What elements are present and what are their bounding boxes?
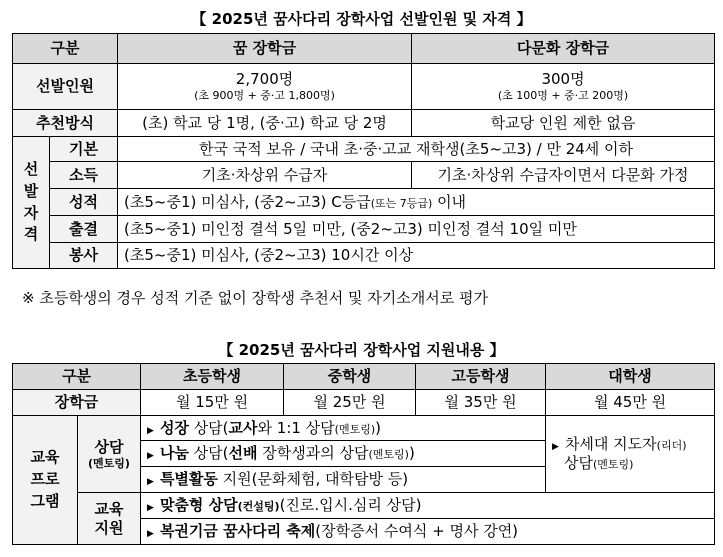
item-bold: 성장 <box>159 418 189 437</box>
income-dream: 기초·차상위 수급자 <box>118 162 412 189</box>
university-text2: 상담 <box>564 454 593 472</box>
item-bold2: 교사 <box>228 418 258 437</box>
edu-support-label-line: 지원 <box>94 518 124 537</box>
header-university: 대학생 <box>546 364 715 390</box>
recommend-label: 추천방식 <box>13 110 118 137</box>
selection-criteria-table <box>12 33 715 269</box>
selection-dream <box>118 64 412 110</box>
item-bold: 복권기금 꿈사다리 축제 <box>159 522 316 541</box>
qualification-char: 발 <box>23 181 39 200</box>
program-label-line: 그램 <box>30 491 60 510</box>
grade-value <box>118 189 715 216</box>
evaluation-note: ※ 초등학생의 경우 성적 기준 없이 장학생 추천서 및 자기소개서로 평가 <box>22 289 488 307</box>
item-bold: 맞춤형 상담 <box>159 496 238 515</box>
item-text2: 장학생과의 상담 <box>257 444 369 463</box>
university-small2: (멘토링) <box>593 458 634 471</box>
item-text2: 와 1:1 상담 <box>257 418 335 437</box>
attendance-label: 출결 <box>50 216 118 243</box>
triangle-bullet-icon: ▶ <box>147 451 154 462</box>
edu-support-label <box>78 493 141 545</box>
selection-label: 선발인원 <box>13 64 118 110</box>
item-bold2: 선배 <box>228 444 258 463</box>
counseling-item-growth <box>141 416 546 441</box>
item-bold: 나눔 <box>159 444 189 463</box>
scholarship-elementary: 월 15만 원 <box>141 390 284 416</box>
triangle-bullet-icon: ▶ <box>147 477 154 488</box>
attendance-value: (초5~중1) 미인정 결석 5일 미만, (중2~고3) 미인정 결석 10일 미만 <box>118 216 715 243</box>
basic-label: 기본 <box>50 137 118 162</box>
grade-label: 성적 <box>50 189 118 216</box>
recommend-dream: (초) 학교 당 1명, (중·고) 학교 당 2명 <box>118 110 412 137</box>
item-small: (컨설팅) <box>237 500 280 514</box>
program-label <box>13 416 78 545</box>
header-middle: 중학생 <box>284 364 416 390</box>
triangle-bullet-icon: ▶ <box>147 425 154 436</box>
qualification-label <box>13 137 50 269</box>
income-label: 소득 <box>50 162 118 189</box>
edu-support-item-consulting <box>141 493 715 519</box>
header-multicultural-scholarship: 다문화 장학금 <box>412 34 715 64</box>
basic-value: 한국 국적 보유 / 국내 초·중·고교 재학생(초5~고3) / 만 24세 이하 <box>118 137 715 162</box>
header-category: 구분 <box>13 34 118 64</box>
item-small: (멘토링) <box>368 448 409 462</box>
item-text: 상담( <box>188 418 229 437</box>
triangle-bullet-icon: ▶ <box>552 442 559 453</box>
volunteer-label: 봉사 <box>50 243 118 269</box>
item-small: (멘토링) <box>334 422 376 436</box>
scholarship-university: 월 45만 원 <box>546 390 715 416</box>
qualification-char: 자 <box>23 203 39 222</box>
table1-title: 【 2025년 꿈사다리 장학사업 선발인원 및 자격 】 <box>191 10 532 28</box>
university-small: (리더) <box>656 439 687 453</box>
scholarship-high: 월 35만 원 <box>416 390 546 416</box>
counseling-label-main: 상담 <box>94 437 124 456</box>
item-text: (장학증서 수여식 + 명사 강연) <box>315 522 519 541</box>
selection-dream-breakdown: (초 900명 + 중·고 1,800명) <box>194 89 335 102</box>
volunteer-value: (초5~중1) 미심사, (중2~고3) 10시간 이상 <box>118 243 715 269</box>
table2-title: 【 2025년 꿈사다리 장학사업 지원내용 】 <box>218 341 505 359</box>
header-elementary: 초등학생 <box>141 364 284 390</box>
university-text: 차세대 지도자 <box>564 435 657 454</box>
selection-multicultural-breakdown: (초 100명 + 중·고 200명) <box>497 89 629 102</box>
grade-sub: (또는 7등급) <box>370 196 433 210</box>
selection-multicultural <box>412 64 715 110</box>
item-text3: ) <box>375 418 381 437</box>
recommend-multicultural: 학교당 인원 제한 없음 <box>412 110 715 137</box>
item-bold: 특별활동 <box>159 470 218 489</box>
program-label-line: 프로 <box>30 470 60 489</box>
support-content-table <box>12 363 715 545</box>
scholarship-middle: 월 25만 원 <box>284 390 416 416</box>
selection-dream-count: 2,700명 <box>235 70 294 89</box>
scholarship-label: 장학금 <box>13 390 141 416</box>
grade-main: (초5~중1) 미심사, (중2~고3) C등급 <box>124 192 371 211</box>
header2-category: 구분 <box>13 364 141 390</box>
counseling-university <box>546 416 715 493</box>
header-dream-scholarship: 꿈 장학금 <box>118 34 412 64</box>
edu-support-label-line: 교육 <box>94 499 124 518</box>
item-text: (진로.입시.심리 상담) <box>279 496 422 515</box>
header-high: 고등학생 <box>416 364 546 390</box>
counseling-item-sharing <box>141 441 546 467</box>
program-label-line: 교육 <box>30 448 60 467</box>
triangle-bullet-icon: ▶ <box>147 503 154 514</box>
counseling-label <box>78 416 141 493</box>
item-text3: ) <box>408 444 415 463</box>
income-multicultural: 기초·차상위 수급자이면서 다문화 가정 <box>412 162 715 189</box>
item-text: 지원(문화체험, 대학탐방 등) <box>217 470 409 489</box>
counseling-label-sub: (멘토링) <box>88 456 130 470</box>
qualification-char: 격 <box>23 225 39 244</box>
qualification-char: 선 <box>23 160 39 178</box>
triangle-bullet-icon: ▶ <box>147 529 154 540</box>
selection-multicultural-count: 300명 <box>541 70 585 89</box>
edu-support-item-festival <box>141 519 715 545</box>
item-text: 상담( <box>188 444 229 463</box>
grade-end: 이내 <box>432 192 467 211</box>
counseling-item-activity <box>141 467 546 493</box>
